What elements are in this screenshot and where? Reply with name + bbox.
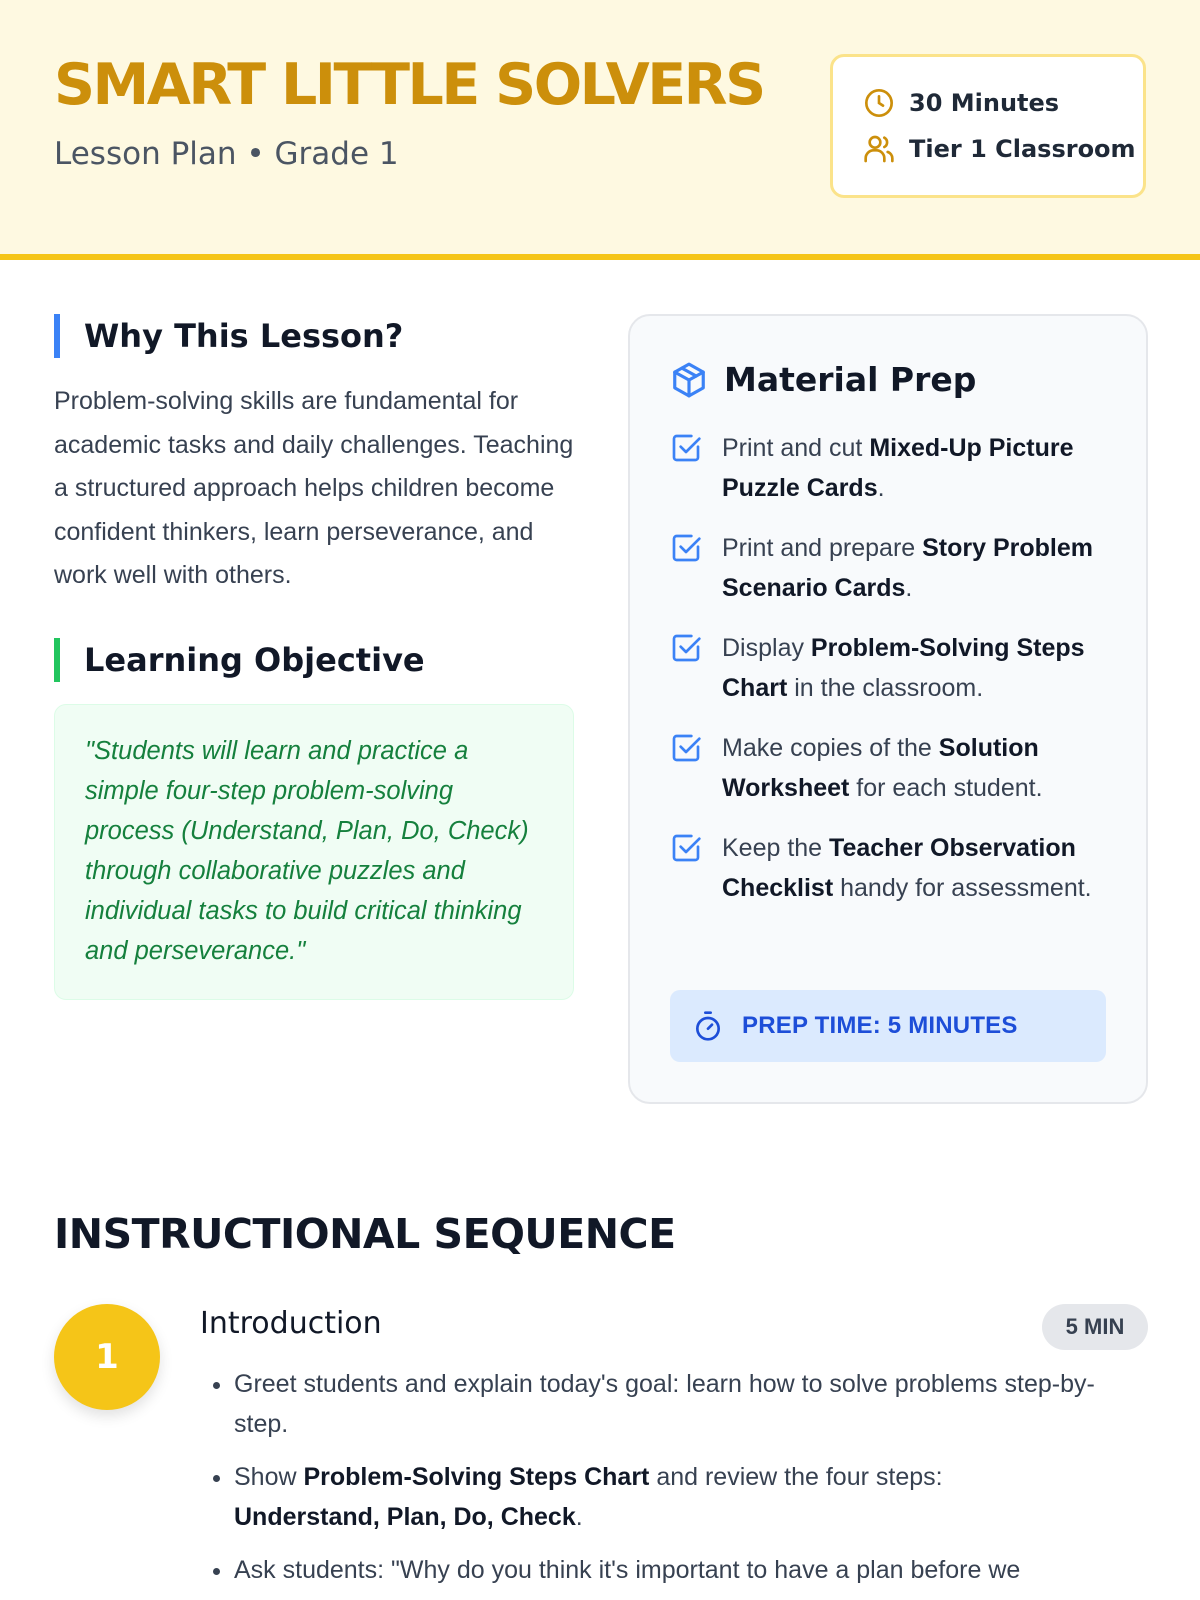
duration-row xyxy=(863,87,1059,119)
step-bullet-pre: Show xyxy=(234,1463,304,1491)
lesson-subtitle: Lesson Plan • Grade 1 xyxy=(54,136,399,172)
why-heading: Why This Lesson? xyxy=(54,314,403,358)
prep-item-bold: Story Problem Scenario Cards xyxy=(722,534,1093,602)
prep-item-pre: Keep the xyxy=(722,834,830,862)
material-prep-list xyxy=(670,428,1120,928)
prep-time-banner xyxy=(670,990,1106,1062)
prep-item-bold: Teacher Observation Checklist xyxy=(722,834,1076,902)
lesson-header xyxy=(0,0,1200,260)
step-bullet-bold: Problem-Solving Steps Chart xyxy=(303,1463,650,1491)
step-bullet-post: . xyxy=(575,1503,583,1531)
step-duration-badge: 5 MIN xyxy=(1042,1304,1148,1350)
objective-heading: Learning Objective xyxy=(54,638,425,682)
prep-item-text xyxy=(722,728,1120,808)
prep-item xyxy=(670,528,1120,608)
prep-time-text: PREP TIME: 5 MINUTES xyxy=(742,1012,1018,1039)
prep-item-bold: Mixed-Up Picture Puzzle Cards xyxy=(722,434,1074,502)
step-bullet xyxy=(234,1364,1144,1444)
prep-item-pre: Display xyxy=(722,634,811,662)
step-bullet-post: and review the four steps: xyxy=(649,1463,943,1491)
prep-item-text xyxy=(722,428,1120,508)
prep-item-post: . xyxy=(905,574,913,602)
prep-item xyxy=(670,428,1120,508)
prep-item-post: for each student. xyxy=(849,774,1043,802)
step-bullet-text: Greet students and explain today's goal: learn how to solve problems step-by-step. xyxy=(234,1370,1095,1438)
prep-item-bold: Solution Worksheet xyxy=(722,734,1039,802)
prep-item-pre: Print and cut xyxy=(722,434,870,462)
material-prep-title xyxy=(670,360,976,399)
prep-item-text xyxy=(722,628,1120,708)
prep-item xyxy=(670,628,1120,708)
prep-item-pre: Make copies of the xyxy=(722,734,939,762)
why-text: Problem-solving skills are fundamental for academic tasks and daily challenges. Teaching a structured approach helps children become confident thinkers, learn perseverance, and work well with others. xyxy=(54,387,574,589)
package-icon xyxy=(670,361,708,399)
checkbox-icon xyxy=(670,832,702,864)
step-bullet-list xyxy=(234,1364,1144,1600)
objective-box xyxy=(54,704,574,1000)
setting-row xyxy=(863,133,1136,165)
prep-item-post: handy for assessment. xyxy=(833,874,1092,902)
prep-item-text xyxy=(722,528,1120,608)
prep-item-pre: Print and prepare xyxy=(722,534,923,562)
prep-item-bold: Problem-Solving Steps Chart xyxy=(722,634,1085,702)
prep-item-post: in the classroom. xyxy=(787,674,984,702)
setting-text: Tier 1 Classroom xyxy=(909,135,1136,163)
checkbox-icon xyxy=(670,632,702,664)
users-icon xyxy=(863,133,895,165)
objective-quote: "Students will learn and practice a simple four-step problem-solving process (Understand, Plan, Do, Check) through collaborative puzzles and individual tasks to build critical thinking and perseverance." xyxy=(85,737,529,965)
stopwatch-icon xyxy=(692,1010,724,1042)
material-prep-heading: Material Prep xyxy=(724,360,977,399)
step-bullet-bold: Understand, Plan, Do, Check xyxy=(234,1503,576,1531)
step-bullet xyxy=(234,1550,1144,1590)
sequence-heading: INSTRUCTIONAL SEQUENCE xyxy=(54,1210,676,1258)
checkbox-icon xyxy=(670,532,702,564)
step-bullet-text: Ask students: "Why do you think it's important to have a plan before we xyxy=(234,1556,1021,1584)
prep-item-text xyxy=(722,828,1120,908)
lesson-meta-card xyxy=(830,54,1146,198)
prep-item-post: . xyxy=(877,474,885,502)
clock-icon xyxy=(863,87,895,119)
step-title: Introduction xyxy=(200,1306,382,1341)
material-prep-card xyxy=(628,314,1148,1104)
checkbox-icon xyxy=(670,432,702,464)
prep-item xyxy=(670,828,1120,908)
checkbox-icon xyxy=(670,732,702,764)
prep-item xyxy=(670,728,1120,808)
duration-text: 30 Minutes xyxy=(909,89,1060,117)
step-bullet xyxy=(234,1457,1144,1537)
step-number-badge: 1 xyxy=(54,1304,160,1410)
lesson-title: SMART LITTLE SOLVERS xyxy=(54,52,764,118)
